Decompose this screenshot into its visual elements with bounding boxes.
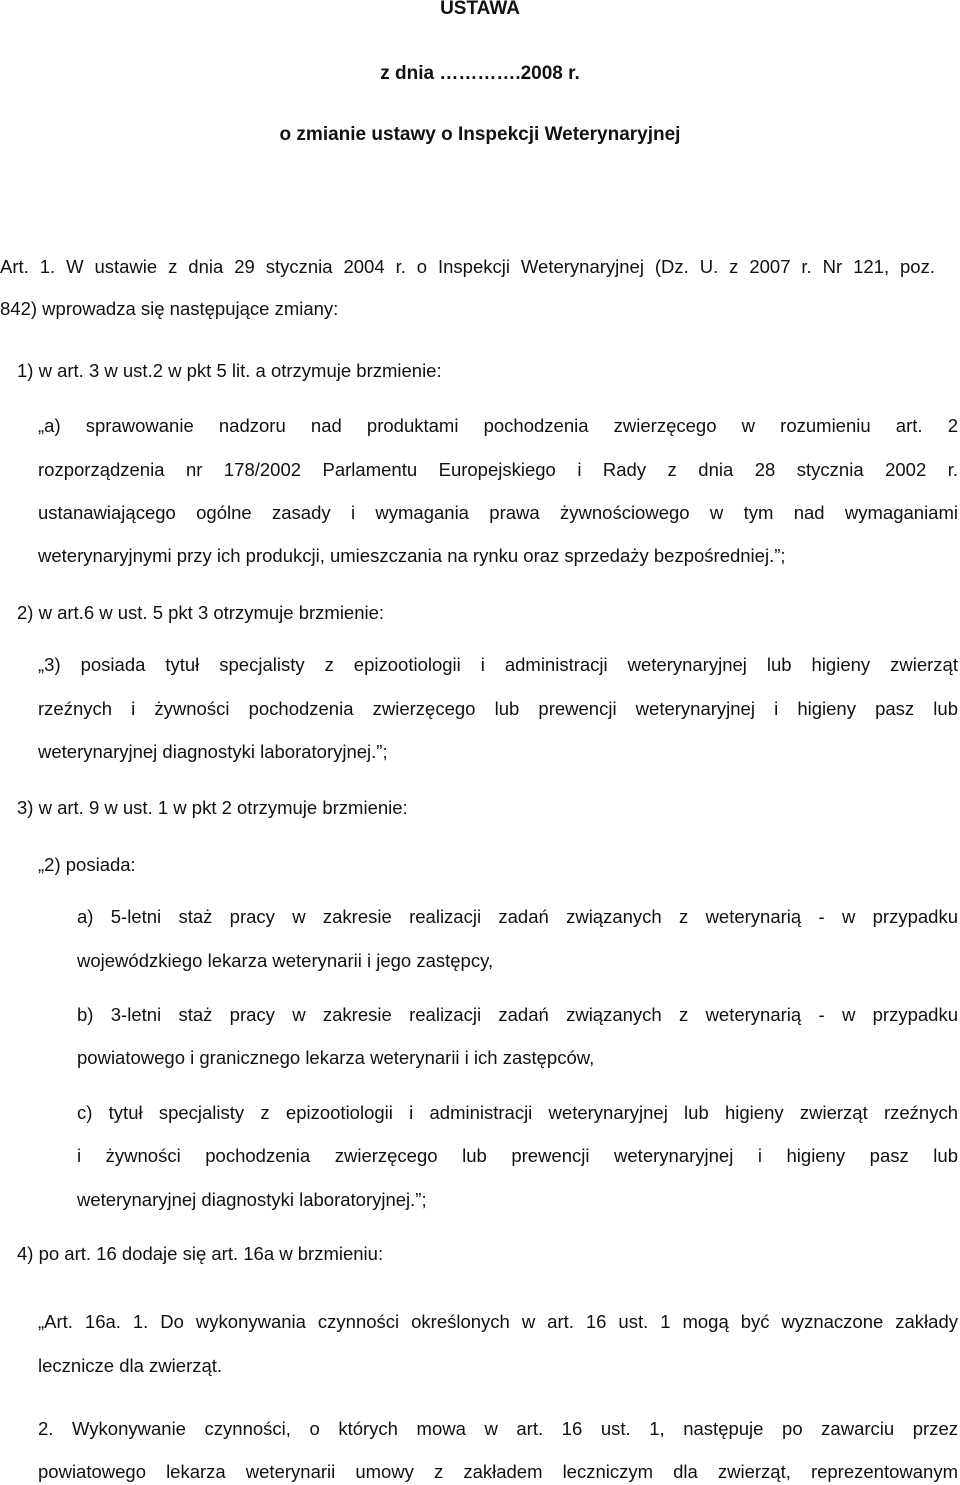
document-date: z dnia ………….2008 r. [380,63,580,84]
text-line: „a) sprawowanie nadzoru nad produktami pochodzenia zwierzęcego w rozumieniu art. 2 [38,415,958,436]
text-line: „3) posiada tytuł specjalisty z epizootiologii i administracji weterynaryjnej lub higieny zwierząt [38,654,958,675]
document-title: USTAWA [440,0,520,19]
text-line: b) 3-letni staż pracy w zakresie realizacji zadań związanych z weterynarią - w przypadku [77,1004,958,1025]
text-line: 2. Wykonywanie czynności, o których mowa w art. 16 ust. 1, następuje po zawarciu przez [38,1418,958,1439]
text-line: 2) w art.6 w ust. 5 pkt 3 otrzymuje brzmienie: [17,602,385,623]
text-line: c) tytuł specjalisty z epizootiologii i administracji weterynaryjnej lub higieny zwierząt rzeźnych [77,1102,958,1123]
text-line: weterynaryjnymi przy ich produkcji, umieszczania na rynku oraz sprzedaży bezpośredniej.”; [38,545,786,566]
text-line: 842) wprowadza się następujące zmiany: [0,298,339,319]
text-line: weterynaryjnej diagnostyki laboratoryjnej.”; [38,741,388,762]
text-line: powiatowego i granicznego lekarza weterynarii i ich zastępców, [77,1047,595,1068]
text-line: 1) w art. 3 w ust.2 w pkt 5 lit. a otrzymuje brzmienie: [17,360,442,381]
text-line: rozporządzenia nr 178/2002 Parlamentu Europejskiego i Rady z dnia 28 stycznia 2002 r. [38,459,958,480]
text-line: „2) posiada: [38,854,136,875]
text-line: Art. 1. W ustawie z dnia 29 stycznia 2004 r. o Inspekcji Weterynaryjnej (Dz. U. z 2007 r. Nr 121, poz. [0,256,935,277]
text-line: a) 5-letni staż pracy w zakresie realizacji zadań związanych z weterynarią - w przypadku [77,906,958,927]
text-line: lecznicze dla zwierząt. [38,1355,223,1376]
text-line: i żywności pochodzenia zwierzęcego lub prewencji weterynaryjnej i higieny pasz lub [77,1145,958,1166]
text-line: powiatowego lekarza weterynarii umowy z zakładem leczniczym dla zwierząt, reprezentowanym [38,1461,958,1482]
document-subject: o zmianie ustawy o Inspekcji Weterynaryjnej [279,124,681,145]
text-line: weterynaryjnej diagnostyki laboratoryjnej.”; [77,1189,427,1210]
text-line: „Art. 16a. 1. Do wykonywania czynności określonych w art. 16 ust. 1 mogą być wyznaczone zakłady [38,1311,958,1332]
text-line: wojewódzkiego lekarza weterynarii i jego zastępcy, [77,950,494,971]
text-line: 4) po art. 16 dodaje się art. 16a w brzmieniu: [17,1243,384,1264]
text-line: rzeźnych i żywności pochodzenia zwierzęcego lub prewencji weterynaryjnej i higieny pasz lub [38,698,958,719]
text-line: 3) w art. 9 w ust. 1 w pkt 2 otrzymuje brzmienie: [17,797,408,818]
text-line: ustanawiającego ogólne zasady i wymagania prawa żywnościowego w tym nad wymaganiami [38,502,958,523]
